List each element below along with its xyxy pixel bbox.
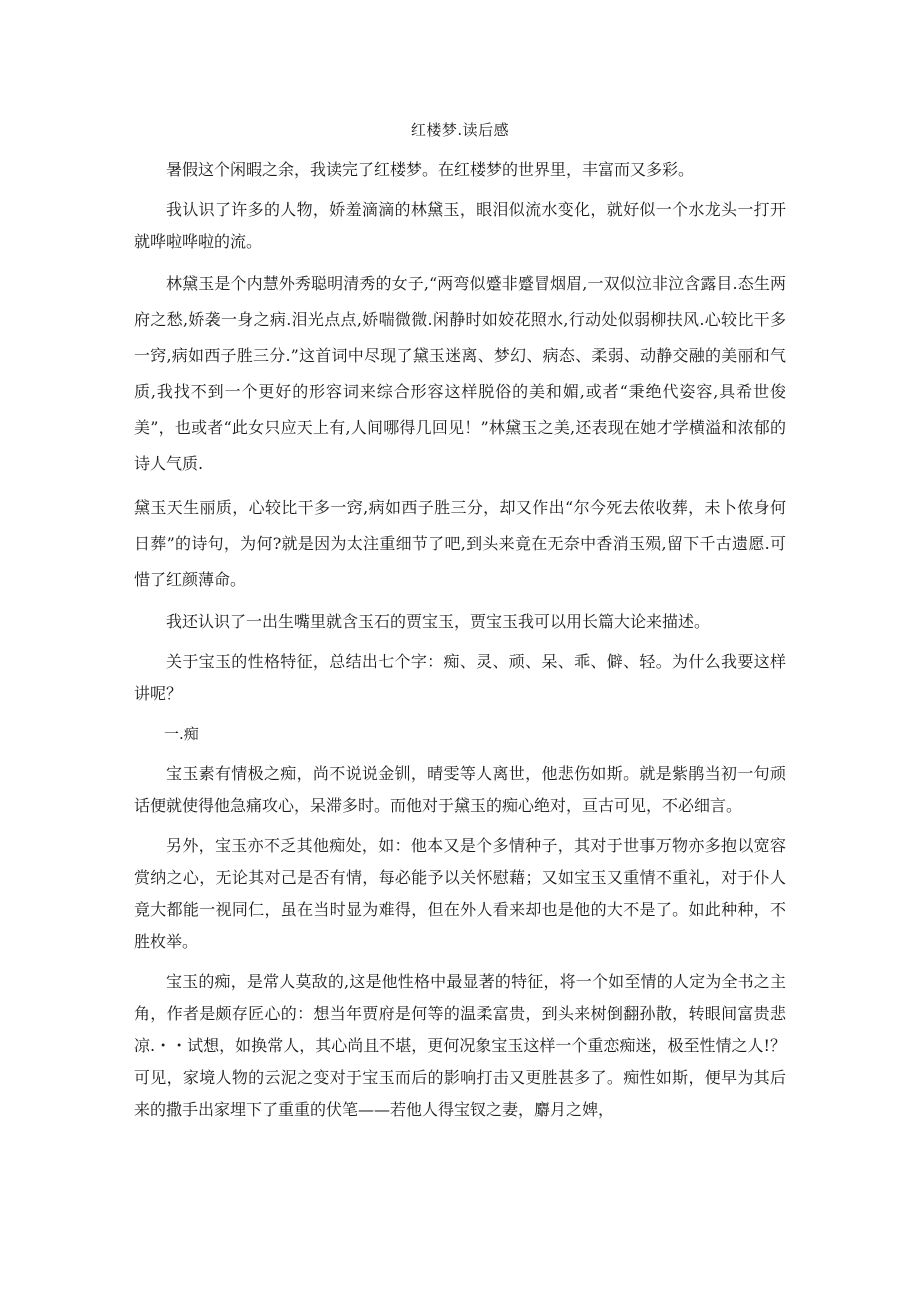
paragraph-baoyu-intro: 我还认识了一出生嘴里就含玉石的贾宝玉，贾宝玉我可以用长篇大论来描述。 [166,612,711,631]
paragraph-chi-1: 宝玉素有情极之痴，尚不说说金钏，晴雯等人离世，他悲伤如斯。就是紫鹃当初一句顽话便就使得他急痛攻心，呆滞多时。而他对于黛玉的痴心绝对，亘古可见，不必细言。 [134,764,786,815]
paragraph-characters: 我认识了许多的人物，娇羞滴滴的林黛玉，眼泪似流水变化，就好似一个水龙头一打开就哗啦哗啦的流。 [134,200,786,251]
paragraph-baoyu-traits: 关于宝玉的性格特征，总结出七个字：痴、灵、顽、呆、乖、僻、轻。为什么我要这样讲呢？ [134,652,786,703]
paragraph-daiyu-description: 林黛玉是个内慧外秀聪明清秀的女子,“两弯似蹙非蹙冒烟眉,一双似泣非泣含露目.态生两府之愁,娇袭一身之病.泪光点点,娇喘微微.闲静时如姣花照水,行动处似弱柳扶风.心较比干多一窍,病如西子胜三分.”这首词中尽现了黛玉迷离、梦幻、病态、柔弱、动静交融的美丽和气质,我找不到一个更好的形容词来综合形容这样脱俗的美和媚,或者“秉绝代姿容,具希世俊美”，也或者“此女只应天上有,人间哪得几回见！”林黛玉之美,还表现在她才学横溢和浓郁的诗人气质. [134,274,786,473]
section-heading-chi: 一.痴 [164,725,199,743]
paragraph-intro: 暑假这个闲暇之余，我读完了红楼梦。在红楼梦的世界里，丰富而又多彩。 [166,160,695,179]
paragraph-daiyu-fate: 黛玉天生丽质，心较比干多一窍,病如西子胜三分，却又作出“尔今死去侬收葬，未卜侬身何日葬”的诗句，为何?就是因为太注重细节了吧,到头来竟在无奈中香消玉殒,留下千古遗愿.可惜了红颜薄命。 [134,498,786,589]
paragraph-chi-2: 另外，宝玉亦不乏其他痴处，如：他本又是个多情种子，其对于世事万物亦多抱以宽容赏纳之心，无论其对己是否有情，每必能予以关怀慰藉；又如宝玉又重情不重礼，对于仆人竟大都能一视同仁，虽在当时显为难得，但在外人看来却也是他的大不是了。如此种种，不胜枚举。 [134,836,786,951]
paragraph-chi-3: 宝玉的痴，是常人莫敌的,这是他性格中最显著的特征，将一个如至情的人定为全书之主角，作者是颇存匠心的：想当年贾府是何等的温柔富贵，到头来树倒翻孙散，转眼间富贵悲凉.・・试想，如换常人，其心尚且不堪，更何况象宝玉这样一个重恋痴迷，极至性情之人!？可见，家境人物的云泥之变对于宝玉而后的影响打击又更胜甚多了。痴性如斯，便早为其后来的撒手出家埋下了重重的伏笔——若他人得宝钗之妻，麝月之婢， [134,972,786,1119]
document-title: 红楼梦.读后感 [410,121,510,139]
